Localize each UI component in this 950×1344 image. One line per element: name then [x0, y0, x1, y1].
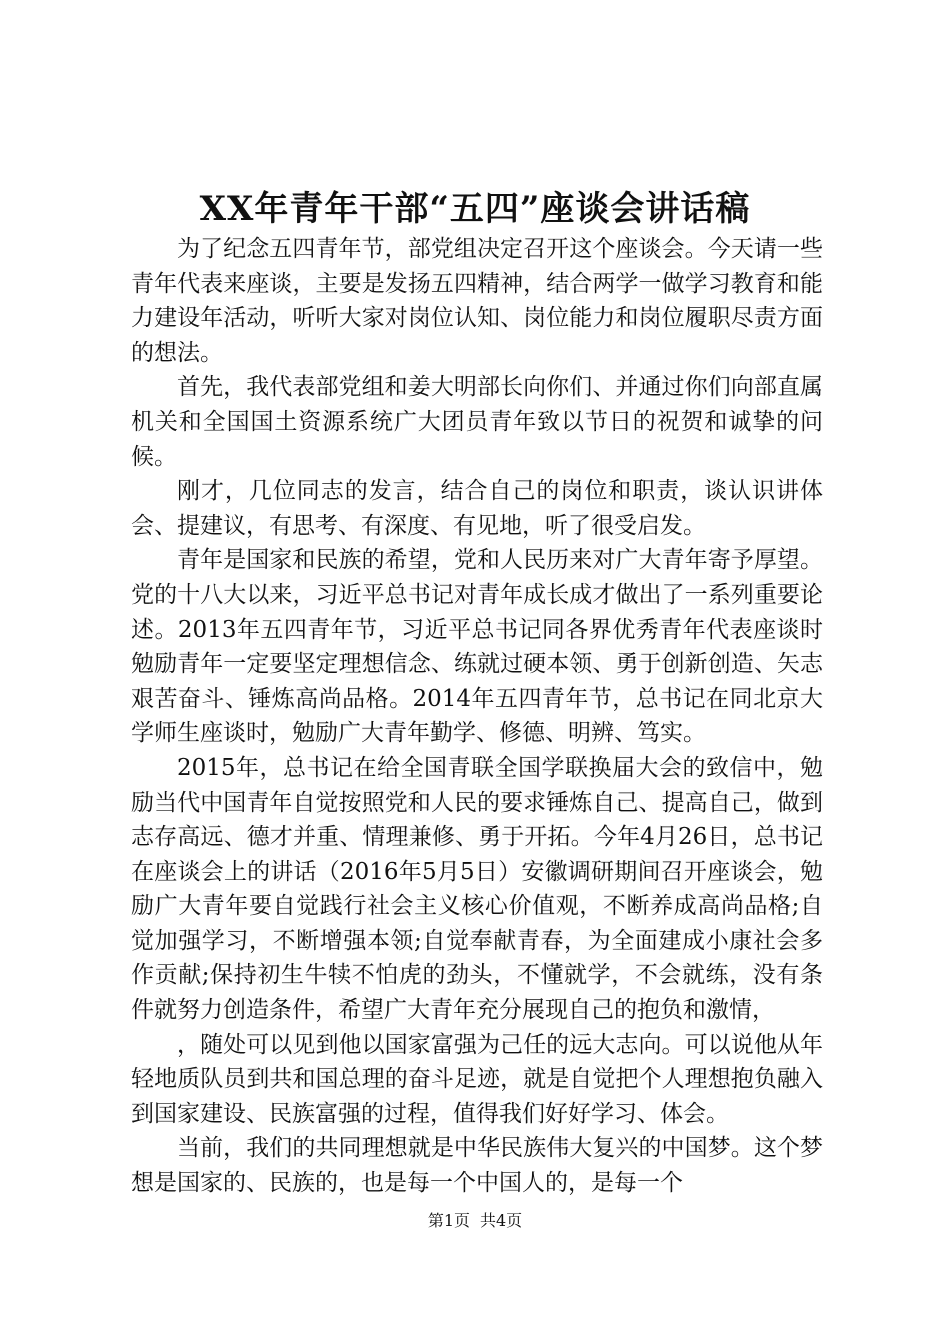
paragraph-2: 首先，我代表部党组和姜大明部长向你们、并通过你们向部直属机关和全国国土资源系统广大团员青年致以节日的祝贺和诚挚的问候。 [131, 374, 823, 470]
page-number: 第1页 [427, 1211, 470, 1230]
paragraph-7: 当前，我们的共同理想就是中华民族伟大复兴的中国梦。这个梦想是国家的、民族的，也是每一个中国人的，是每一个 [131, 1135, 823, 1197]
paragraph-6: ，随处可以见到他以国家富强为己任的远大志向。可以说他从年轻地质队员到共和国总理的奋斗足迹，就是自觉把个人理想抱负融入到国家建设、民族富强的过程，值得我们好好学习、体会。 [131, 1031, 823, 1127]
total-pages: 共4页 [480, 1211, 523, 1230]
document-title: XX年青年干部“五四”座谈会讲话稿 [199, 189, 751, 229]
paragraph-4: 青年是国家和民族的希望，党和人民历来对广大青年寄予厚望。党的十八大以来，习近平总书记对青年成长成才做出了一系列重要论述。2013年五四青年节，习近平总书记同各界优秀青年代表座谈时勉励青年一定要坚定理想信念、练就过硬本领、勇于创新创造、矢志艰苦奋斗、锤炼高尚品格。2014年五四青年节，总书记在同北京大学师生座谈时，勉励广大青年勤学、修德、明辨、笃实。 [131, 547, 823, 747]
paragraph-3: 刚才，几位同志的发言，结合自己的岗位和职责，谈认识讲体会、提建议，有思考、有深度、有见地，听了很受启发。 [131, 478, 823, 539]
page-footer [0, 1210, 950, 1232]
paragraph-1: 为了纪念五四青年节，部党组决定召开这个座谈会。今天请一些青年代表来座谈，主要是发扬五四精神，结合两学一做学习教育和能力建设年活动，听听大家对岗位认知、岗位能力和岗位履职尽责方面的想法。 [131, 236, 823, 366]
document-body [131, 232, 823, 1201]
paragraph-5: 2015年，总书记在给全国青联全国学联换届大会的致信中，勉励当代中国青年自觉按照党和人民的要求锤炼自己、提高自己，做到志存高远、德才并重、情理兼修、勇于开拓。今年4月26日，总书记在座谈会上的讲话（2016年5月5日）安徽调研期间召开座谈会，勉励广大青年要自觉践行社会主义核心价值观，不断养成高尚品格;自觉加强学习，不断增强本领;自觉奉献青春，为全面建成小康社会多作贡献;保持初生牛犊不怕虎的劲头，不懂就学，不会就练，没有条件就努力创造条件，希望广大青年充分展现自己的抱负和激情， [131, 754, 823, 1024]
